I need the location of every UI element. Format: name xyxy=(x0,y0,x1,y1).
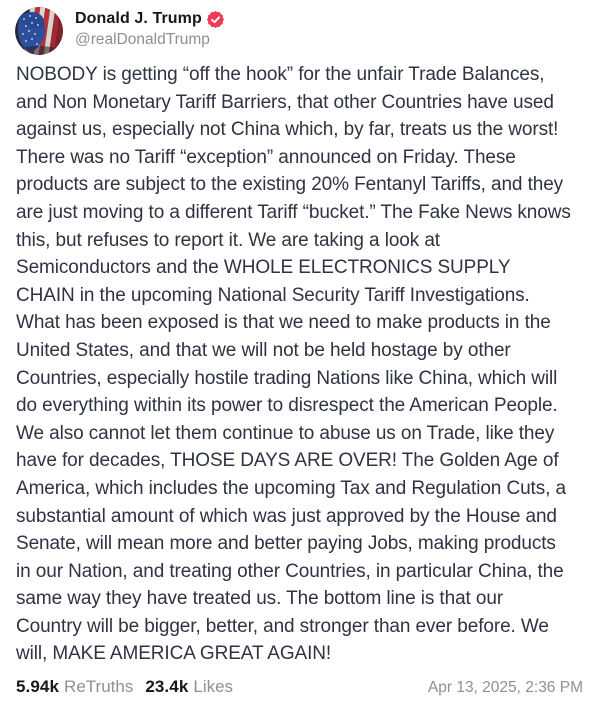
author-block xyxy=(75,7,224,49)
author-name[interactable]: Donald J. Trump xyxy=(75,10,202,27)
post-body: NOBODY is getting “off the hook” for the unfair Trade Balances, and Non Monetary Tariff Barriers, that other Countries have used against us, especially not China which, by far, treats us the worst! There was no Tariff “exception” announced on Friday. These products are subject to the existing 20% Fentanyl Tariffs, and they are just moving to a different Tariff “bucket.” The Fake News knows this, but refuses to report it. We are taking a look at Semiconductors and the WHOLE ELECTRONICS SUPPLY CHAIN in the upcoming National Security Tariff Investigations. What has been exposed is that we need to make products in the United States, and that we will not be held hostage by other Countries, especially hostile trading Nations like China, which will do everything within its power to disrespect the American People. We also cannot let them continue to abuse us on Trade, like they have for decades, THOSE DAYS ARE OVER! The Golden Age of America, which includes the upcoming Tax and Regulation Cuts, a substantial amount of which was just approved by the House and Senate, will mean more and better paying Jobs, making products in our Nation, and treating other Countries, in particular China, the same way they have treated us. The bottom line is that our Country will be bigger, better, and stronger than ever before. We will, MAKE AMERICA GREAT AGAIN! xyxy=(16,64,576,665)
likes-stat[interactable] xyxy=(145,677,233,697)
timestamp: Apr 13, 2025, 2:36 PM xyxy=(427,679,583,696)
post-stats xyxy=(16,677,233,697)
post-footer xyxy=(0,677,600,710)
retruths-stat[interactable] xyxy=(16,677,133,697)
retruths-count: 5.94k xyxy=(16,677,60,696)
verified-badge-icon xyxy=(207,11,224,28)
flag-face-avatar-icon xyxy=(15,7,63,55)
retruths-label: ReTruths xyxy=(64,677,134,696)
likes-count: 23.4k xyxy=(145,677,189,696)
post-header xyxy=(0,0,600,55)
likes-label: Likes xyxy=(193,677,234,696)
author-handle[interactable]: @realDonaldTrump xyxy=(75,31,210,48)
avatar[interactable] xyxy=(15,7,63,55)
